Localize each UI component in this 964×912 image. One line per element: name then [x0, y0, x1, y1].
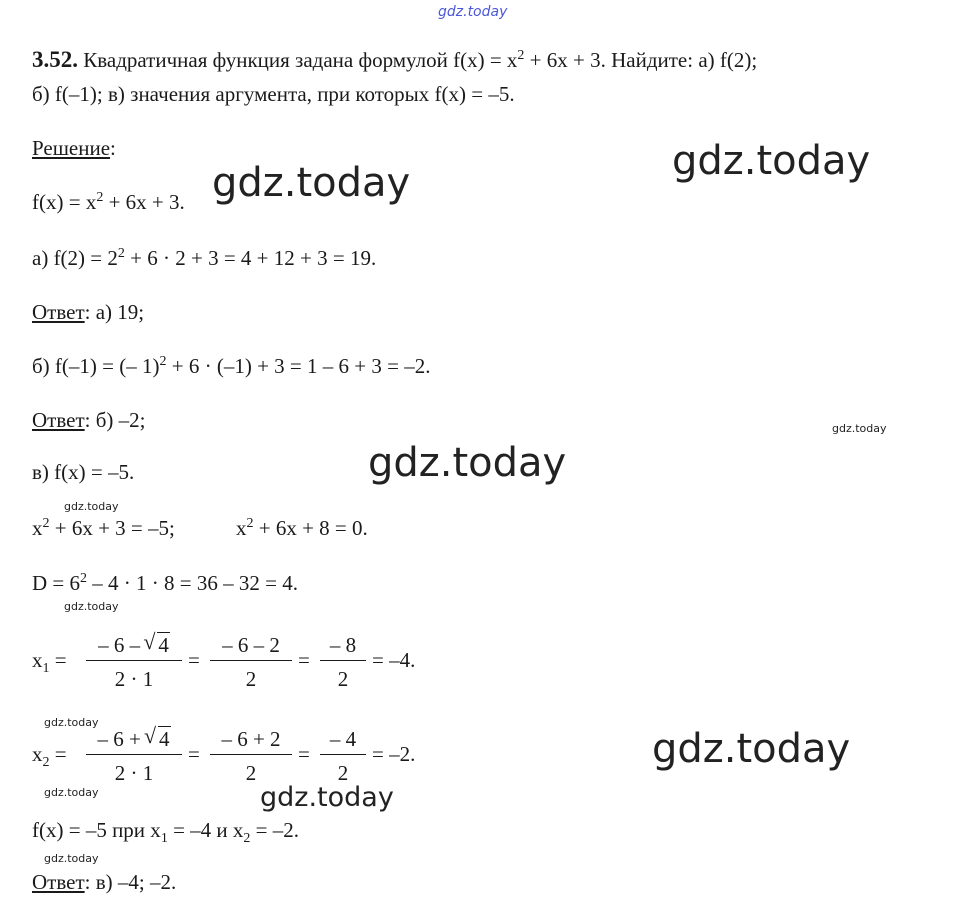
root-x2-result: = –2. — [372, 742, 416, 766]
numerator: – 4 — [329, 727, 357, 751]
watermark-small: gdz.today — [64, 600, 119, 613]
equals-sign: = — [49, 742, 67, 766]
radicand: 4 — [159, 727, 170, 751]
watermark-large: gdz.today — [672, 138, 871, 184]
problem-line-1 — [32, 48, 757, 71]
answer-b — [32, 410, 146, 431]
exponent: 2 — [80, 571, 88, 586]
text: – 6 + — [97, 727, 147, 751]
sqrt — [145, 632, 170, 658]
text: f(x) = –5 при x — [32, 818, 161, 842]
answer-label: Ответ — [32, 408, 85, 432]
problem-text: Квадратичная функция задана формулой f(x) = x — [83, 48, 518, 72]
watermark-large: gdz.today — [368, 440, 567, 486]
fraction — [320, 632, 366, 691]
text: б) f(–1) = (– 1) — [32, 354, 160, 378]
function-definition — [32, 192, 185, 213]
root-x1-label — [32, 648, 67, 676]
exponent: 2 — [117, 246, 125, 261]
numerator: – 6 – 2 — [222, 633, 280, 657]
text: – 4 · 1 · 8 = 36 – 32 = 4. — [87, 571, 298, 595]
answer-c — [32, 872, 176, 893]
root-x1-result: = –4. — [372, 648, 416, 672]
fraction — [210, 726, 292, 785]
sqrt — [146, 726, 171, 752]
text: = –4 и x — [167, 818, 244, 842]
root-x2-label — [32, 742, 67, 770]
variable: x — [32, 648, 43, 672]
watermark-small: gdz.today — [44, 786, 99, 799]
fraction — [86, 726, 182, 785]
watermark-small: gdz.today — [44, 716, 99, 729]
text: + 6x + 3 = –5; — [49, 516, 175, 540]
answer-a — [32, 302, 144, 323]
fraction-bar — [320, 660, 366, 661]
text: + 6 · (–1) + 3 = 1 – 6 + 3 = –2. — [166, 354, 431, 378]
subscript: 2 — [243, 831, 251, 846]
denominator: 2 — [245, 761, 257, 785]
answer-value: : а) 19; — [84, 300, 145, 324]
text: D = 6 — [32, 571, 81, 595]
fraction — [320, 726, 366, 785]
problem-number: 3.52. — [32, 47, 78, 72]
subscript: 2 — [42, 755, 50, 770]
equals-sign: = — [49, 648, 67, 672]
fraction — [86, 632, 182, 691]
text: а) f(2) = 2 — [32, 246, 118, 270]
watermark-small: gdz.today — [832, 422, 887, 435]
answer-value: : б) –2; — [84, 408, 146, 432]
text: x — [32, 516, 43, 540]
denominator: 2 — [337, 667, 349, 691]
text: f(x) = x — [32, 190, 97, 214]
watermark-small: gdz.today — [64, 500, 119, 513]
text: – 6 – — [98, 633, 146, 657]
discriminant — [32, 573, 298, 594]
numerator — [86, 632, 182, 658]
text: = –2. — [250, 818, 299, 842]
problem-line-2: б) f(–1); в) значения аргумента, при которых f(x) = –5. — [32, 82, 515, 106]
part-a-calculation — [32, 248, 376, 269]
subscript: 1 — [42, 661, 50, 676]
numerator: – 6 + 2 — [221, 727, 281, 751]
fraction — [210, 632, 292, 691]
exponent: 2 — [42, 516, 50, 531]
denominator: 2 · 1 — [114, 667, 154, 691]
watermark-top: gdz.today — [438, 4, 508, 20]
answer-label: Ответ — [32, 300, 85, 324]
part-b-calculation — [32, 356, 430, 377]
watermark-medium: gdz.today — [260, 782, 394, 813]
exponent: 2 — [159, 354, 167, 369]
numerator — [86, 726, 182, 752]
subscript: 1 — [160, 831, 168, 846]
equals-sign: = — [298, 648, 310, 672]
part-c-heading: в) f(x) = –5. — [32, 460, 135, 484]
answer-value: : в) –4; –2. — [84, 870, 177, 894]
problem-text: + 6x + 3. Найдите: а) f(2); — [524, 48, 758, 72]
text: + 6x + 8 = 0. — [253, 516, 368, 540]
text: x — [236, 516, 247, 540]
fraction-bar — [320, 754, 366, 755]
denominator: 2 · 1 — [114, 761, 154, 785]
watermark-small: gdz.today — [44, 852, 99, 865]
solution-label: Решение — [32, 136, 111, 160]
fraction-bar — [86, 660, 182, 661]
numerator: – 8 — [329, 633, 357, 657]
equals-sign: = — [188, 648, 200, 672]
variable: x — [32, 742, 43, 766]
exponent: 2 — [96, 190, 104, 205]
fraction-bar — [86, 754, 182, 755]
equation-setup — [32, 518, 175, 539]
answer-label: Ответ — [32, 870, 85, 894]
conclusion — [32, 818, 299, 846]
colon: : — [110, 136, 116, 160]
denominator: 2 — [245, 667, 257, 691]
equals-sign: = — [188, 742, 200, 766]
watermark-large: gdz.today — [652, 726, 851, 772]
denominator: 2 — [337, 761, 349, 785]
solution-heading — [32, 138, 116, 159]
exponent: 2 — [246, 516, 254, 531]
text: + 6x + 3. — [103, 190, 185, 214]
radicand: 4 — [158, 633, 169, 657]
equals-sign: = — [298, 742, 310, 766]
exponent: 2 — [517, 48, 525, 63]
fraction-bar — [210, 660, 292, 661]
fraction-bar — [210, 754, 292, 755]
watermark-large: gdz.today — [212, 160, 411, 206]
text: + 6 · 2 + 3 = 4 + 12 + 3 = 19. — [124, 246, 377, 270]
equation-quadratic — [236, 518, 368, 539]
